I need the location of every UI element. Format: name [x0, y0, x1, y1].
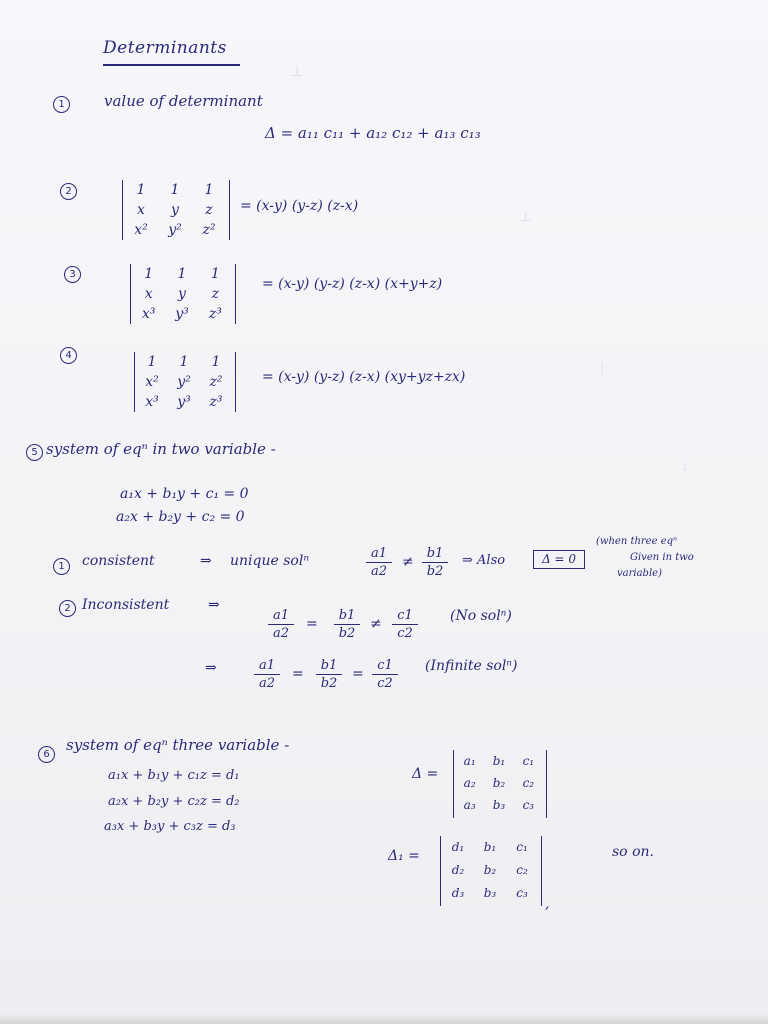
case-arrow: ⇒: [208, 597, 220, 613]
fraction-a1-a2: a1 a2: [254, 658, 280, 691]
determinant-cell: y²: [168, 222, 182, 238]
determinant-cell: 1: [211, 354, 221, 370]
determinant-cell: b₁: [492, 754, 506, 768]
determinant-cell: z³: [209, 394, 223, 410]
determinant-cell: c₂: [516, 863, 528, 877]
determinant-cell: x: [137, 202, 145, 218]
section-heading: system of eqⁿ in two variable -: [46, 440, 276, 458]
show-through-mark: ⊥: [520, 210, 532, 224]
determinant-cell: x²: [134, 222, 148, 238]
determinant-cell: d₁: [451, 840, 465, 854]
show-through-mark: ⊥: [290, 62, 305, 80]
cofactor-formula: Δ = a₁₁ c₁₁ + a₁₂ c₁₂ + a₁₃ c₁₃: [265, 124, 481, 142]
determinant-cell: b₃: [483, 886, 497, 900]
note-line: Given in two: [630, 552, 694, 563]
determinant-cell: 1: [170, 182, 180, 198]
determinant-cell: y²: [177, 374, 191, 390]
also-text: ⇒ Also: [462, 553, 506, 568]
case-number: 2: [59, 600, 76, 617]
section-number: 5: [26, 444, 43, 461]
equal-sign: =: [292, 666, 304, 682]
determinant-3-grid: [132, 264, 232, 324]
determinant-cell: y³: [175, 306, 189, 322]
case-number: 1: [53, 558, 70, 575]
case-result: (Infinite solⁿ): [425, 658, 518, 674]
determinant-cell: z³: [208, 306, 222, 322]
determinant-cell: x²: [145, 374, 159, 390]
determinant-cell: x: [144, 286, 153, 302]
case-arrow: ⇒: [205, 660, 217, 676]
so-on-text: so on.: [612, 844, 654, 860]
determinant-cell: x³: [141, 306, 156, 322]
equation: a₃x + b₃y + c₃z = d₃: [104, 819, 236, 834]
equation: a₁x + b₁y + c₁ = 0: [120, 486, 249, 502]
section-number: 1: [53, 96, 70, 113]
determinant-cell: c₃: [522, 798, 535, 812]
determinant-cell: b₂: [492, 776, 506, 790]
determinant-cell: 1: [147, 354, 157, 370]
section-number: 6: [38, 746, 55, 763]
determinant-cell: 1: [177, 266, 187, 282]
determinant-cell: b₂: [483, 863, 497, 877]
determinant-cell: 1: [179, 354, 189, 370]
section-number: 3: [64, 266, 81, 283]
note-line: variable): [617, 568, 662, 579]
determinant-cell: y: [178, 286, 186, 302]
determinant-cell: 1: [204, 182, 214, 198]
equation: a₁x + b₁y + c₁z = d₁: [108, 768, 240, 783]
delta-label: Δ =: [412, 766, 439, 782]
determinant-cell: x³: [145, 394, 159, 410]
determinant-cell: 1: [210, 266, 220, 282]
fraction-a1-a2: a1 a2: [366, 546, 392, 579]
delta1-label: Δ₁ =: [388, 848, 420, 864]
fraction-b1-b2: b1 b2: [334, 608, 360, 641]
show-through-mark: ↓: [680, 460, 691, 474]
trailing-comma: ,: [545, 896, 550, 912]
determinant-cell: z²: [209, 374, 223, 390]
show-through-mark: |: [600, 360, 605, 374]
section-number: 2: [60, 183, 77, 200]
determinant-cell: b₁: [483, 840, 497, 854]
determinant-3-result: = (x-y) (y-z) (z-x) (x+y+z): [262, 276, 443, 292]
title-underline: [103, 64, 240, 66]
determinant-cell: 1: [136, 182, 146, 198]
fraction-c1-c2: c1 c2: [372, 658, 398, 691]
section-number: 4: [60, 347, 77, 364]
section-heading: value of determinant: [104, 92, 263, 110]
determinant-4-result: = (x-y) (y-z) (z-x) (xy+yz+zx): [262, 369, 466, 385]
case-result: unique solⁿ: [230, 553, 309, 569]
determinant-cell: y³: [177, 394, 191, 410]
determinant-cell: c₃: [516, 886, 528, 900]
not-equal-sign: ≠: [370, 616, 382, 632]
case-label: Inconsistent: [82, 597, 170, 613]
fraction-b1-b2: b1 b2: [422, 546, 448, 579]
equation: a₂x + b₂y + c₂ = 0: [116, 509, 245, 525]
determinant-cell: c₁: [516, 840, 528, 854]
delta1-determinant-grid: [442, 836, 538, 905]
determinant-cell: c₂: [522, 776, 535, 790]
determinant-cell: d₃: [451, 886, 465, 900]
determinant-cell: d₂: [451, 863, 465, 877]
delta-box: Δ = 0: [533, 550, 585, 569]
section-heading: system of eqⁿ three variable -: [66, 736, 290, 754]
determinant-cell: 1: [144, 266, 154, 282]
determinant-4-grid: [136, 352, 232, 412]
equal-sign: =: [352, 666, 364, 682]
determinant-cell: a₃: [463, 798, 476, 812]
determinant-cell: a₁: [463, 754, 476, 768]
equation: a₂x + b₂y + c₂z = d₂: [108, 794, 240, 809]
paper-edge-shadow: [0, 1014, 768, 1024]
case-result: (No solⁿ): [450, 608, 512, 624]
note-line: (when three eqⁿ: [596, 536, 678, 547]
page-title: Determinants: [103, 38, 227, 58]
determinant-cell: y: [171, 202, 179, 218]
determinant-cell: c₁: [522, 754, 535, 768]
equal-sign: =: [306, 616, 318, 632]
case-label: consistent: [82, 553, 155, 569]
determinant-cell: b₃: [492, 798, 506, 812]
determinant-cell: z: [211, 286, 220, 302]
fraction-b1-b2: b1 b2: [316, 658, 342, 691]
determinant-2-grid: [124, 180, 226, 240]
fraction-c1-c2: c1 c2: [392, 608, 418, 641]
determinant-cell: a₂: [463, 776, 476, 790]
fraction-a1-a2: a1 a2: [268, 608, 294, 641]
determinant-cell: z: [205, 202, 213, 218]
coefficient-determinant-grid: [455, 750, 543, 816]
not-equal-sign: ≠: [402, 554, 414, 570]
case-arrow: ⇒: [200, 553, 212, 569]
determinant-cell: z²: [202, 222, 216, 238]
determinant-2-result: = (x-y) (y-z) (z-x): [240, 198, 359, 214]
